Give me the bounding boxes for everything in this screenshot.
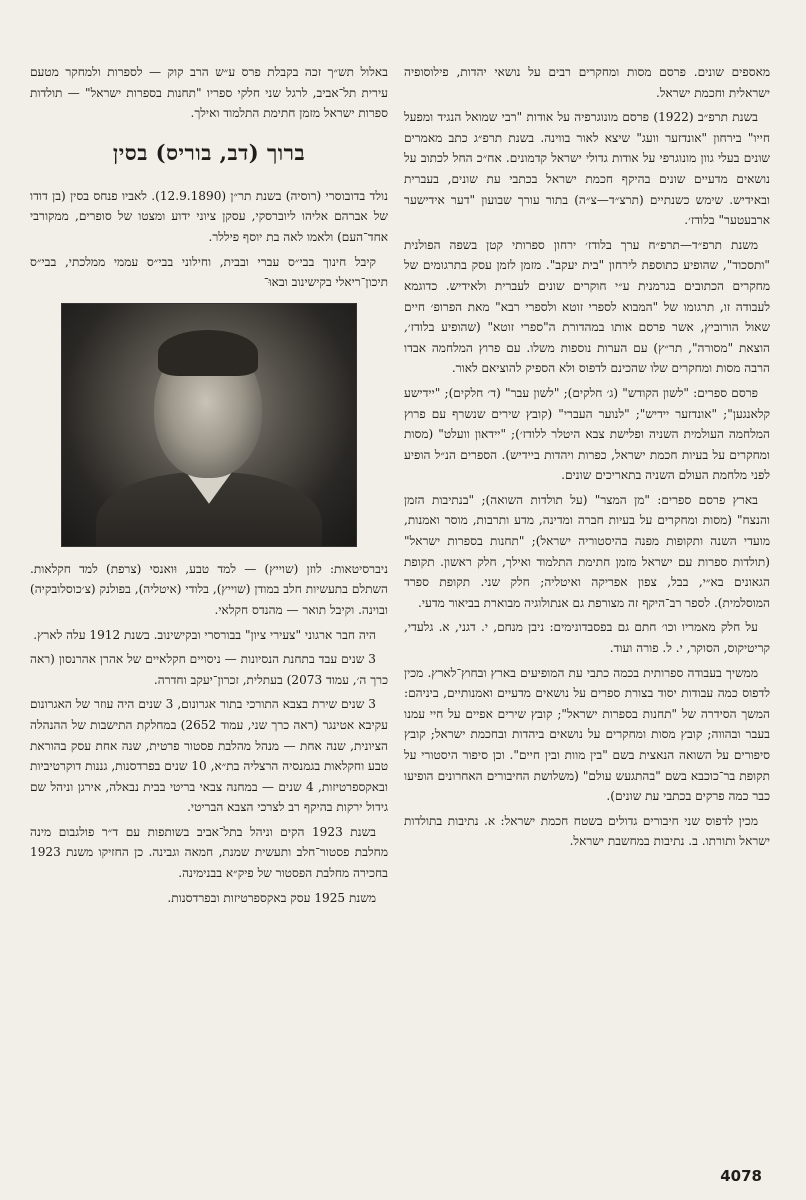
left-column [30, 62, 388, 912]
page-number: 4078 [720, 1167, 762, 1185]
paragraph: מכין לדפוס שני חיבורים גדולים בשטח חכמת ישראל: א. נתיבות בתולדות ישראל ותורתו. ב. נתיבות במחשבת ישראל. [404, 813, 770, 849]
paragraph: בשנת תרפ״ב (1922) פרסם מונוגרפיה על אודות "רבי שמואל הנגיד ומפעל חייו" בירחון "אונדזער וועג" שיצא לאור בווינה. בשנת תרפ״ג כתב מאמרים שונים בעלי גוון מונוגרפי על אודות גדולי ישראל קדמונים. אח״כ החל לכתוב על נושאים מדעיים שונים בהיקף חכמת ישראל בכתבי עת שונים, בעברית ובאידיש. שימש כשנתיים (תרצ״ד—צ״ה) בתור עורך שבועון "דער אידישער ארבעטער" בלודז׳. [404, 110, 770, 228]
paragraph: 3 שנים עבד בתחנת הנסיונות — ניסויים חקלאיים של אהרן אהרנסון (ראה כרך ה׳, עמוד 2073) בעתלית, זכרון־יעקב וחדרה. [30, 652, 388, 687]
paragraph: משנת תרפ״ד—תרפ״ח ערך בלודז׳ ירחון ספרותי קטן בשפה הפולנית "ותסכוד", שהופיע כתוספת לירחון "בית יעקב". מזמן לזמן עסק בתרגומים של מחקרים הכתובים בגרמנית ע״י חוקרים שונים לעברית ולאידיש. כדוגמא לעבודה זו, תרגומו של "המבוא לספרי זוטא ולספרי רבא" מאת הפרופ׳ חיים שאול הורוביץ, אשר פרסם אותו במהדורת ה"ספרי זוטא" (שהופיע בלודז׳, הוצאת "מסורה", תר״ץ) עם הערות נוספות משלו. עם פרוץ המלחמה אבדו הרבה מסות ומחקרים שלו שהכינם לדפוס ולא הספיק להוציאם לאור. [404, 237, 770, 376]
entry-title: ברוך (דב, בוריס) בסין [112, 139, 306, 165]
intro-paragraph: באלול תש״ך זכה בקבלת פרס ע״ש הרב קוק — לספרות ולמחקר מטעם עירית תל־אביב, לרגל שני חלקי ספריו "תחנות בספרות ישראל" — תולדות ספרות ישראל מזמן חתימת התלמוד ואילך. [30, 65, 388, 121]
paragraph: נולד בדובוסרי (רוסיה) בשנת תר״ן (12.9.1890). לאביו פנחס בסין (בן דודו של אברהם אליהו ליוברסקי, עסקן ציוני ידוע ומצטו של סופרים, ממקורבי אחד־העם) ולאמו לאה בת יוסף פיללר. [30, 188, 388, 244]
paragraph: ניברסיטאות: לוזן (שוייץ) — למד טבע, וּואנסי (צרפת) למד חקלאות. השתלם בתעשיות חלב במודן (שוייץ), בלודי (איטליה), בפולנק (צ׳כוסלובקיה) ובוינה. וקיבל תואר — מהנדס חקלאי. [30, 561, 388, 617]
paragraph: 3 שנים שירת בצבא התורכי בתור אגרונום, 3 שנים היה עוזר של האגרונום עקיבא אטינגר (ראה כרך שני, עמוד 2652) במחלקת התישבות של ההנהלה הציונית, שנה אחת — מנהל מהלבת פסטור פרטית, שנה אחת עסק בהוראת טבע וחקלאות בגמנסיה הרצליה בת״א, 10 שנים בפרדסנות, גננות דוקרטיביות ובאקספרטיזות, 4 שנים — במחנה צבאי בריטי בבית נבאלה, אירגן וניהל שם גידול ירקות בהיקף רב לצרכי הצבא הבריטי. [30, 697, 389, 815]
paragraph: מאספים שונים. פרסם מסות ומחקרים רבים על נושאי יהדות, פילוסופיה ישראלית וחכמת ישראל. [404, 65, 770, 100]
paragraph: משנת 1925 עסק באקספרטיזות ובפרדסנות. [167, 890, 376, 905]
right-column [404, 62, 770, 856]
paragraph: על חלק מאמריו וכו׳ חתם גם בפסבדונימים: ניבן מנחם, י. דגני, א. גלעדי, קריטיקוס, הסוקר, י. ל. פורה ועוד. [404, 620, 770, 656]
paragraph: בארץ פרסם ספרים: "מן המצר" (על תולדות השואה); "בנתיבות הזמן והנצח" (מסות ומחקרים על בעיות חברה ומדינה, מדע ותרבות, מוסר ואמנות, מועדי השנה ותקופות מפנה בהיסטוריה ישראל); "תחנות בספרות ישראל" (תולדות ספרות עם ישראל מזמן חתימת התלמוד ואילך, חלק ראשון. תקופת הגאונים בא״י, בבל, צפון אפריקה ואיטליה; חלק שני. תקופת ספרד המוסלמית). לספר רב־היקף זה מצורפת גם אנתולוגיה מבוארת בביאור מדעי. [404, 492, 770, 610]
paragraph: קיבל חינוך בבי״ס עברי ובבית, וחילוני בבי״ס עממי ממלכתי, בבי״ס תיכון־ריאלי בקישינוב ובאוּ־ [30, 254, 388, 290]
paragraph: היה חבר ארגוני "צעירי ציון" בבורסרי ובקישינוב. בשנת 1912 עלה לארץ. [33, 627, 376, 642]
portrait-photo [61, 303, 357, 547]
photo-hair [158, 330, 258, 376]
paragraph: ממשיך בעבודה ספרותית בכמה כתבי עת המופיעים בארץ ובחוץ־לארץ. מכין לדפוס כמה עבודות יסוד בצורת ספרים על נושאים מדעיים ואמנותיים, ביניהם: המשך הסידרה של "תחנות בספרות ישראל"; קובץ שירים אפיים על חיי עמנו בעבר ובהווה; קובץ מסות ומחקרים על נושאים ביהדות ובחכמת ישראל; קובץ סיפורים על השואה הנאצית בשם "בין מוות ובין חיים". וכן סיפור היסטורי על תקופת בר־כוכבא בשם "בהתגעש עולם" (משלושת החיבורים האחרונים הופיעו כבר כמה פרקים בכתבי עת שונים). [404, 665, 770, 804]
paragraph: בשנת 1923 הקים וניהל בתל־אביב בשותפות עם ד״ר פולגבום מינה מחלבת פסטור־חלב ותעשית שמנת, חמאה וגבינה. כן החזיקו משנת 1923 בחכירה מחלבת הפסטור של פיק״א בבנימינה. [30, 824, 388, 881]
paragraph: פרסם ספרים: "לשון הקודש" (ג׳ חלקים); "לשון עבר" (ד׳ חלקים); "יידישע קלאנגען"; "אונדזער יידיש"; "לנוער העברי" (קובץ שירים שנשרף עם פרוץ המלחמה העולמית השניה ופלישת צבא היטלר ללודז׳); "יידאון וועלט" (מסות ומחקרים על בעיות חכמת ישראל, כפרות ויהדות ביידיש). הספרים הנ״ל הופיע לפני מלחמת העולם השניה בתאריכים שונים. [404, 385, 770, 483]
